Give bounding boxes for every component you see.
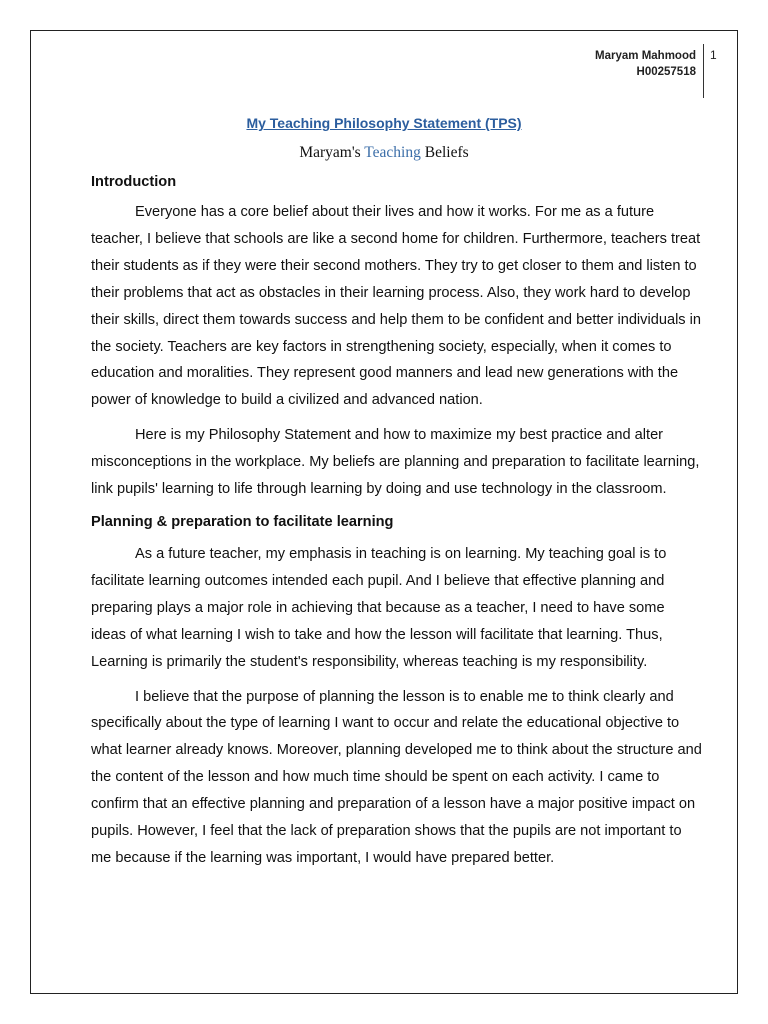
page-header	[595, 48, 696, 80]
planning-paragraph-1: As a future teacher, my emphasis in teaching is on learning. My teaching goal is to facilitate learning outcomes intended each pupil. And I believe that effective planning and preparing plays a major role in achieving that because as a teacher, I need to have some ideas of what learning I wish to take and how the lesson will facilitate that learning. Thus, Learning is primarily the student's responsibility, whereas teaching is my responsibility.	[91, 545, 667, 670]
document-body	[91, 171, 703, 872]
header-divider	[703, 44, 704, 98]
student-id: H00257518	[636, 66, 696, 78]
author-name: Maryam Mahmood	[595, 50, 696, 62]
introduction-paragraph-2: Here is my Philosophy Statement and how to maximize my best practice and alter misconceptions in the workplace. My beliefs are planning and preparation to facilitate learning, link pupils' learning to life through learning by doing and use technology in the classroom.	[91, 427, 700, 498]
introduction-heading: Introduction	[91, 174, 177, 190]
subtitle-suffix: Beliefs	[420, 144, 469, 161]
page-number: 1	[710, 48, 717, 62]
document-subtitle	[0, 144, 768, 162]
subtitle-prefix: Maryam's	[299, 144, 365, 161]
introduction-paragraph-1: Everyone has a core belief about their lives and how it works. For me as a future teacher, I believe that schools are like a second home for children. Furthermore, teachers treat their students as if they were their second mothers. They try to get closer to them and listen to their problems that act as obstacles in their learning process. Also, they work hard to develop their skills, direct them towards success and help them to be confident and better individuals in the society. Teachers are key factors in strengthening society, especially, when it comes to education and moralities. They represent good manners and lead new generations with the power of knowledge to build a civilized and advanced nation.	[91, 204, 702, 409]
subtitle-accent: Teaching	[364, 144, 421, 161]
document-title: My Teaching Philosophy Statement (TPS)	[246, 115, 522, 131]
planning-paragraph-2: I believe that the purpose of planning the lesson is to enable me to think clearly and specifically about the type of learning I want to occur and relate the educational objective to what learner already knows. Moreover, planning developed me to think about the structure and the content of the lesson and how much time should be spent on each activity. I came to confirm that an effective planning and preparation of a lesson have a major positive impact on pupils. However, I feel that the lack of preparation shows that the pupils are not important to me because if the learning was important, I would have prepared better.	[91, 688, 702, 866]
planning-heading: Planning & preparation to facilitate learning	[91, 513, 394, 530]
